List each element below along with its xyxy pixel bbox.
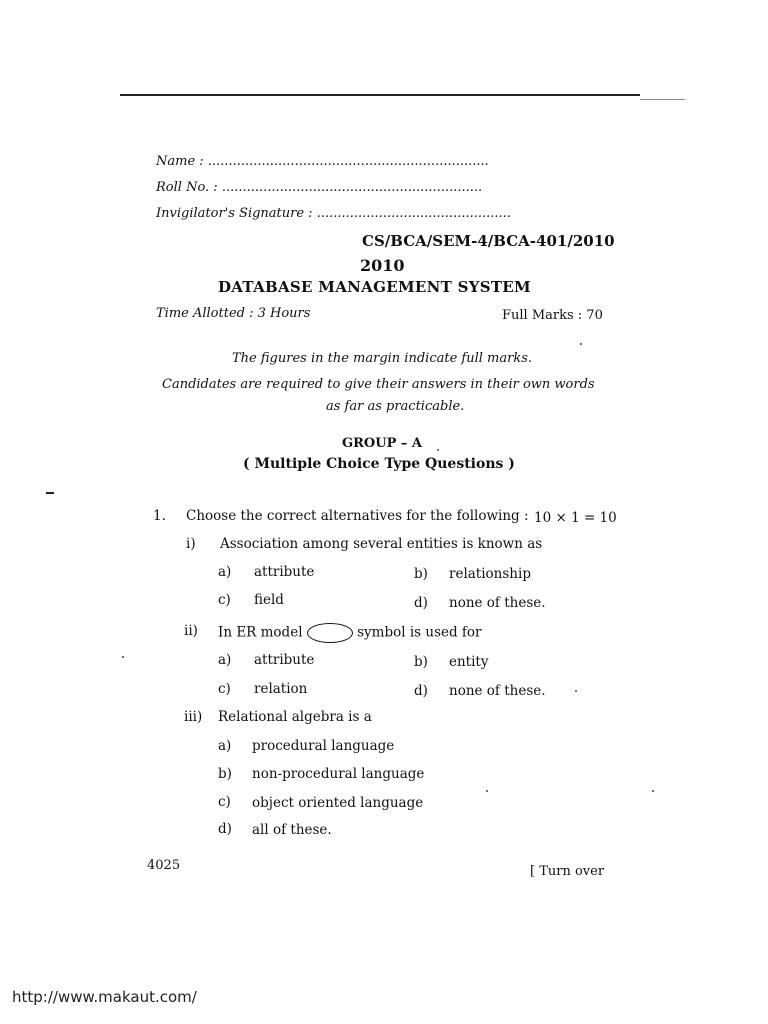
subquestion-text <box>218 623 482 643</box>
subquestion-number: ii) <box>184 623 198 639</box>
invigilator-signature-field: Invigilator's Signature : ............................................... <box>156 206 511 221</box>
name-field: Name : .................................................................... <box>156 154 489 169</box>
question-text: Choose the correct alternatives for the following : <box>186 508 529 524</box>
subquestion-text-after: symbol is used for <box>357 624 482 641</box>
option-label: a) <box>218 738 232 754</box>
option-label: c) <box>218 794 231 810</box>
option-label: b) <box>218 766 232 782</box>
option-label: d) <box>414 595 428 611</box>
instruction-own-words: Candidates are required to give their answers in their own words <box>162 377 595 392</box>
ellipse-symbol-icon <box>307 623 353 643</box>
option-c: field <box>254 592 284 608</box>
option-label: a) <box>218 652 232 668</box>
subquestion-number: iii) <box>184 709 203 725</box>
option-d: none of these. <box>449 595 546 611</box>
option-a: attribute <box>254 652 315 668</box>
option-d: all of these. <box>252 822 332 838</box>
question-marks: 10 × 1 = 10 <box>534 510 617 526</box>
scan-speck <box>575 690 577 692</box>
exam-year: 2010 <box>360 256 405 275</box>
group-subtitle: ( Multiple Choice Type Questions ) <box>243 456 515 472</box>
top-rule-tail <box>640 99 685 100</box>
option-b: entity <box>449 654 489 670</box>
scan-speck <box>122 656 124 658</box>
roll-number-field: Roll No. : ............................................................... <box>156 180 483 195</box>
top-rule <box>120 94 640 96</box>
subject-title: DATABASE MANAGEMENT SYSTEM <box>218 278 531 296</box>
time-allotted: Time Allotted : 3 Hours <box>156 306 311 321</box>
source-url[interactable]: http://www.makaut.com/ <box>12 988 197 1006</box>
scan-speck <box>486 790 488 792</box>
option-label: d) <box>218 821 232 837</box>
scan-speck <box>580 343 582 345</box>
option-d: none of these. <box>449 683 546 699</box>
scan-speck <box>437 449 439 451</box>
subquestion-number: i) <box>186 536 196 552</box>
group-title: GROUP – A <box>342 436 422 451</box>
option-label: c) <box>218 681 231 697</box>
option-label: a) <box>218 564 232 580</box>
option-label: b) <box>414 566 428 582</box>
exam-code: CS/BCA/SEM-4/BCA-401/2010 <box>362 232 615 250</box>
instruction-margin-marks: The figures in the margin indicate full marks. <box>232 351 533 366</box>
page-code: 4025 <box>147 858 181 873</box>
option-b: non-procedural language <box>252 766 425 782</box>
instruction-practicable: as far as practicable. <box>326 399 465 414</box>
subquestion-text: Relational algebra is a <box>218 709 372 725</box>
turn-over-note: [ Turn over <box>530 864 605 879</box>
option-b: relationship <box>449 566 531 582</box>
option-label: d) <box>414 683 428 699</box>
option-label: b) <box>414 654 428 670</box>
option-label: c) <box>218 592 231 608</box>
option-a: procedural language <box>252 738 395 754</box>
question-number: 1. <box>153 508 166 524</box>
option-c: object oriented language <box>252 795 424 811</box>
option-c: relation <box>254 681 308 697</box>
subquestion-text-before: In ER model <box>218 624 303 641</box>
scan-speck <box>652 790 654 792</box>
scan-mark <box>46 492 54 494</box>
full-marks: Full Marks : 70 <box>502 308 603 323</box>
option-a: attribute <box>254 564 315 580</box>
subquestion-text: Association among several entities is known as <box>220 536 543 552</box>
